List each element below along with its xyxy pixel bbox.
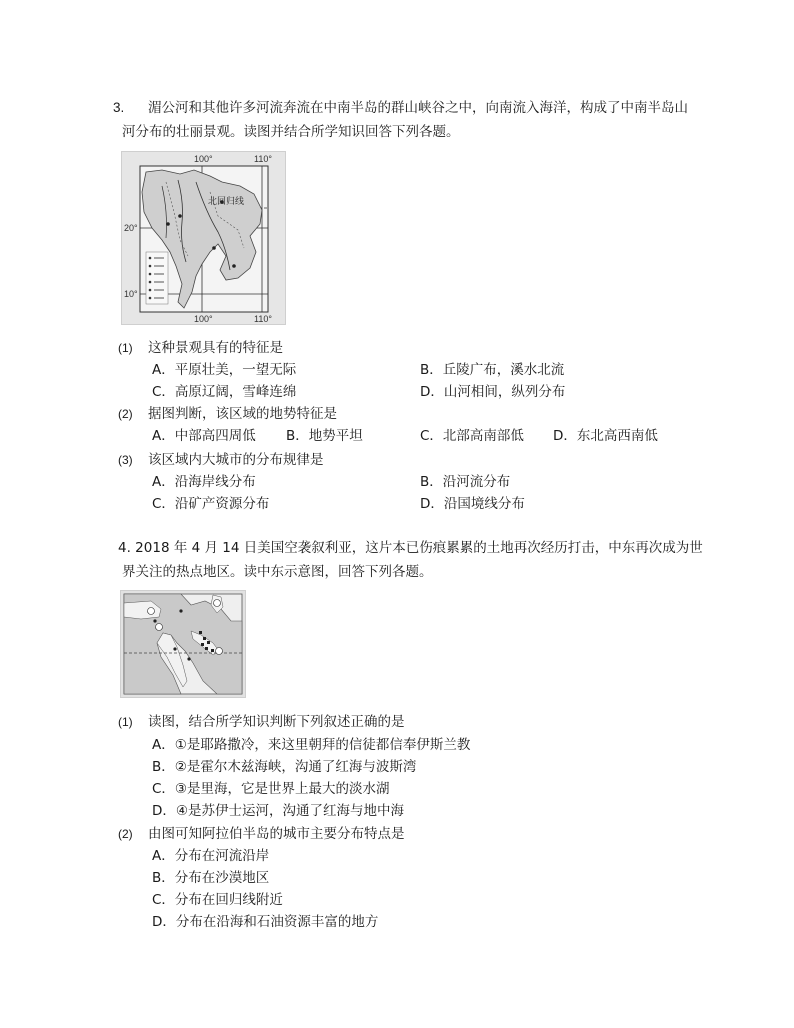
q4-sub1-option-c[interactable]: C．③是里海，它是世界上最大的淡水湖 [152, 781, 390, 797]
q3-sub2-option-c[interactable]: C．北部高南部低 [420, 428, 524, 444]
q4-sub2-option-b[interactable]: B．分布在沙漠地区 [152, 870, 270, 886]
tropic-of-cancer-label: 北回归线 [208, 197, 245, 207]
q4-sub1-option-d[interactable]: D．④是苏伊士运河，沟通了红海与地中海 [152, 803, 404, 819]
q3-sub3-number: (3) [118, 453, 133, 467]
q3-sub3-option-c[interactable]: C．沿矿产资源分布 [152, 496, 270, 512]
q3-sub1-option-a[interactable]: A．平原壮美，一望无际 [152, 362, 297, 378]
lat-20-label: 20° [124, 223, 138, 233]
question-3-intro-line2: 河分布的壮丽景观。读图并结合所学知识回答下列各题。 [122, 124, 460, 140]
q3-sub1-option-d[interactable]: D．山河相间，纵列分布 [420, 384, 566, 400]
question-4-intro-line1: 4. 2018 年 4 月 14 日美国空袭叙利亚，这片本已伤痕累累的土地再次经历打击，中东再次成为世 [118, 540, 703, 556]
q3-sub3-option-d[interactable]: D．沿国境线分布 [420, 496, 525, 512]
question-3-number: 3. [113, 100, 125, 115]
q4-sub2-option-c[interactable]: C．分布在回归线附近 [152, 892, 283, 908]
lat-10-label: 10° [124, 289, 138, 299]
q3-sub2-number: (2) [118, 407, 133, 421]
q4-sub1-option-a[interactable]: A．①是耶路撒冷，来这里朝拜的信徒都信奉伊斯兰教 [152, 737, 471, 753]
middle-east-map [120, 590, 246, 698]
q3-sub1-number: (1) [118, 341, 133, 355]
middle-east-map-graphic [121, 591, 245, 697]
q4-sub2-option-d[interactable]: D．分布在沿海和石油资源丰富的地方 [152, 914, 379, 930]
question-4-intro-line2: 界关注的热点地区。读中东示意图，回答下列各题。 [122, 564, 433, 580]
lon-bottom-left-label: 100° [194, 314, 213, 324]
q3-sub1-option-c[interactable]: C．高原辽阔，雪峰连绵 [152, 384, 297, 400]
q4-sub2-number: (2) [118, 827, 133, 841]
q3-sub1-option-b[interactable]: B．丘陵广布，溪水北流 [420, 362, 565, 378]
indochina-map [121, 151, 286, 325]
question-3-intro-line1: 湄公河和其他许多河流奔流在中南半岛的群山峡谷之中，向南流入海洋，构成了中南半岛山 [148, 100, 688, 116]
q3-sub2-stem: 据图判断，该区域的地势特征是 [148, 406, 337, 422]
q3-sub2-option-a[interactable]: A．中部高四周低 [152, 428, 256, 444]
q3-sub2-option-d[interactable]: D．东北高西南低 [553, 428, 658, 444]
q3-sub1-stem: 这种景观具有的特征是 [148, 340, 283, 356]
q4-sub1-number: (1) [118, 715, 133, 729]
indochina-map-graphic [122, 152, 285, 324]
q3-sub3-option-a[interactable]: A．沿海岸线分布 [152, 474, 256, 490]
lon-top-right-label: 110° [254, 154, 272, 164]
q4-sub1-stem: 读图，结合所学知识判断下列叙述正确的是 [148, 714, 405, 730]
q4-sub1-option-b[interactable]: B．②是霍尔木兹海峡，沟通了红海与波斯湾 [152, 759, 417, 775]
lon-bottom-right-label: 110° [254, 314, 272, 324]
q3-sub3-option-b[interactable]: B．沿河流分布 [420, 474, 511, 490]
q3-sub2-option-b[interactable]: B．地势平坦 [286, 428, 363, 444]
q3-sub3-stem: 该区域内大城市的分布规律是 [148, 452, 324, 468]
lon-top-left-label: 100° [194, 154, 213, 164]
q4-sub2-stem: 由图可知阿拉伯半岛的城市主要分布特点是 [148, 826, 405, 842]
q4-sub2-option-a[interactable]: A．分布在河流沿岸 [152, 848, 270, 864]
